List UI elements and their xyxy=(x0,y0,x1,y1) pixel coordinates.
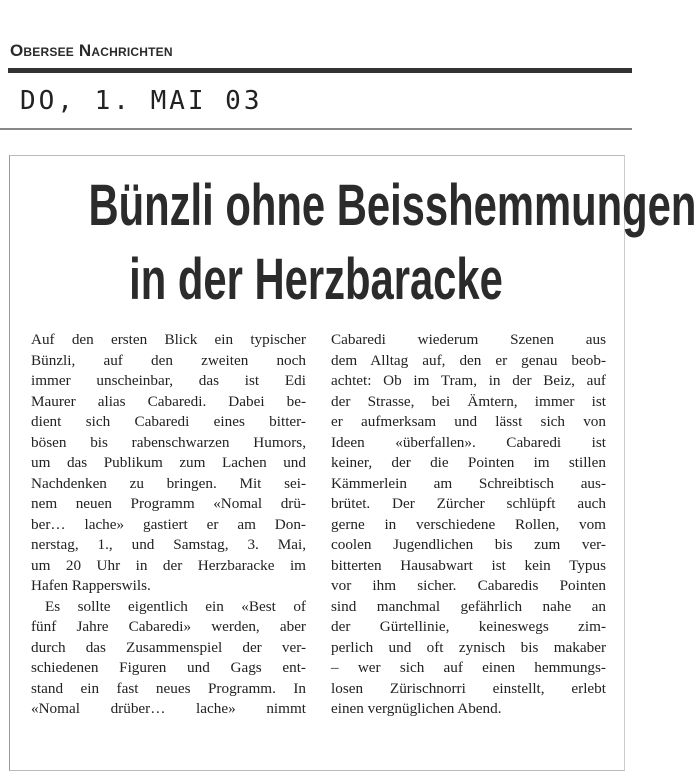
text-line: nerstag, 1., und Samstag, 3. Mai, xyxy=(31,536,306,553)
text-line: er aufmerksam und lässt sich von xyxy=(331,413,606,430)
headline-line-2: in der Herzbaracke xyxy=(129,247,503,312)
text-line: – wer sich auf einen hemmungs- xyxy=(331,659,606,676)
text-line: Ideen «überfallen». Cabaredi ist xyxy=(331,433,606,451)
text-line: durch das Zusammenspiel der ver- xyxy=(31,638,306,656)
text-line: bitterten Hausabwart ist kein Typus xyxy=(331,556,606,574)
text-line: immer unscheinbar, das ist Edi xyxy=(31,372,306,389)
text-line: bösen bis rabenschwarzen Humors, xyxy=(31,433,306,451)
text-line: coolen Jugendlichen bis zum ver- xyxy=(331,536,606,553)
text-line: um das Publikum zum Lachen und xyxy=(31,454,306,471)
text-line: gerne in verschiedene Rollen, vom xyxy=(331,515,606,533)
text-line: Bünzli, auf den zweiten noch xyxy=(31,351,306,369)
text-line: Kämmerlein am Schreibtisch aus- xyxy=(331,474,606,492)
text-line: ber… lache» gastiert er am Don- xyxy=(31,515,306,533)
article-column-left xyxy=(31,330,306,720)
text-line: einen vergnüglichen Abend. xyxy=(331,700,502,717)
text-line: achtet: Ob im Tram, in der Beiz, auf xyxy=(331,372,606,389)
text-line: sind manchmal gefährlich nahe an xyxy=(331,597,606,615)
text-line: keiner, der die Pointen im stillen xyxy=(331,454,606,471)
masthead-rule xyxy=(8,68,632,73)
masthead: Obersee Nachrichten xyxy=(10,41,173,60)
text-line: Es sollte eigentlich ein «Best of xyxy=(45,597,306,615)
text-line: Hafen Rapperswils. xyxy=(31,577,151,594)
handwritten-date: DO, 1. MAI 03 xyxy=(20,86,263,116)
headline-line-1: Bünzli ohne Beisshemmungen xyxy=(88,173,696,238)
text-line: der Gürtellinie, keineswegs zim- xyxy=(331,618,606,635)
text-line: stand ein fast neues Programm. In xyxy=(31,679,306,697)
text-line: Auf den ersten Blick ein typischer xyxy=(31,331,306,348)
text-line: fünf Jahre Cabaredi» werden, aber xyxy=(31,618,306,635)
text-line: um 20 Uhr in der Herzbaracke im xyxy=(31,556,306,574)
article-column-right xyxy=(331,330,606,720)
text-line: Maurer alias Cabaredi. Dabei be- xyxy=(31,392,306,410)
text-line: nem neuen Programm «Nomal drü- xyxy=(31,495,306,512)
text-line: schiedenen Figuren und Gags ent- xyxy=(31,659,306,676)
text-line: vor ihm sicher. Cabaredis Pointen xyxy=(331,577,606,594)
text-line: brütet. Der Zürcher schlüpft auch xyxy=(331,495,606,512)
clipping-edge xyxy=(0,128,632,130)
text-line: «Nomal drüber… lache» nimmt xyxy=(31,700,306,717)
text-line: losen Zürischnorri einstellt, erlebt xyxy=(331,679,606,697)
text-line: perlich und oft zynisch bis makaber xyxy=(331,638,606,656)
text-line: Cabaredi wiederum Szenen aus xyxy=(331,331,606,348)
text-line: dem Alltag auf, den er genau beob- xyxy=(331,351,606,369)
text-line: Nachdenken zu bringen. Mit sei- xyxy=(31,474,306,492)
text-line: der Strasse, bei Ämtern, immer ist xyxy=(331,392,606,410)
text-line: dient sich Cabaredi eines bitter- xyxy=(31,413,306,430)
